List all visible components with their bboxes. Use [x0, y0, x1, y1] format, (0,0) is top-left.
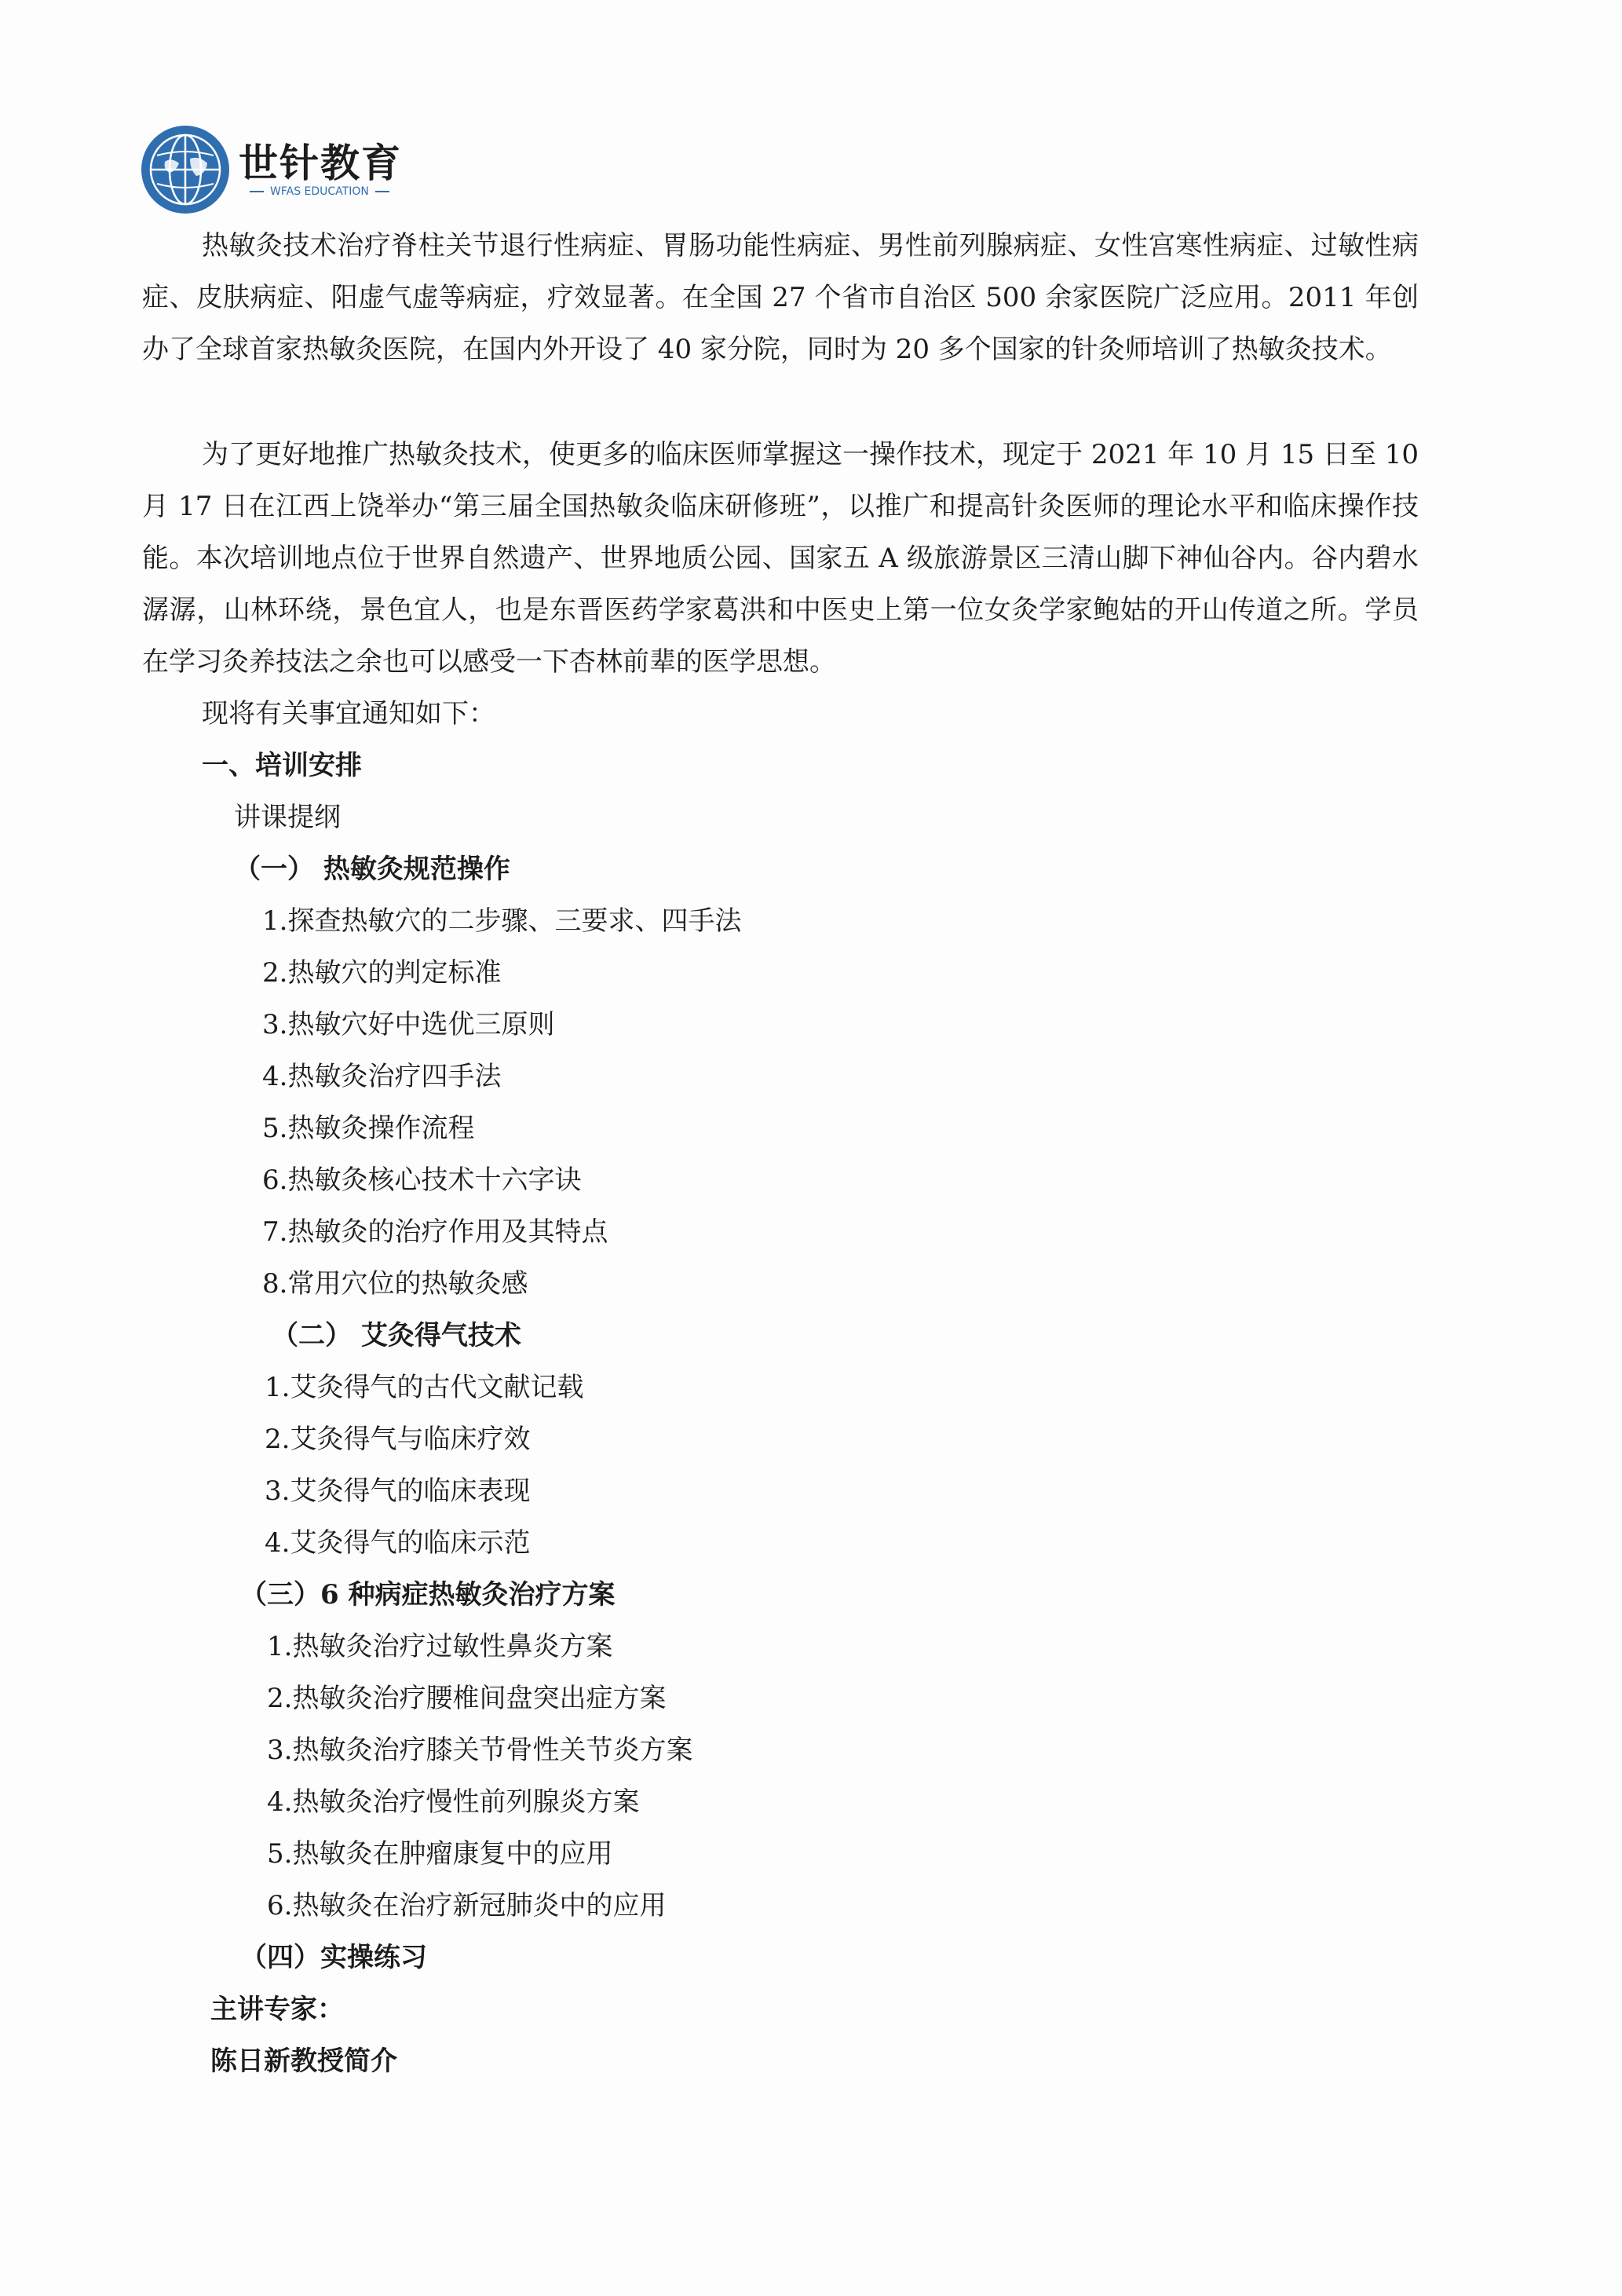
globe-icon	[140, 124, 231, 215]
logo-rule-left	[250, 191, 264, 192]
lecturer-intro-heading: 陈日新教授简介	[210, 2046, 397, 2077]
notice-paragraph: 为了更好地推广热敏灸技术，使更多的临床医师掌握这一操作技术，现定于 2021 年 10 月 15 日至 10 月 17 日在江西上饶举办“第三届全国热敏灸临床研修班”，以推广和提高针灸医师的理论水平和临床操作技能。本次培训地点位于世界自然遗产、世界地质公园、国家五 A 级旅游景区三清山脚下神仙谷内。谷内碧水潺潺，山林环绕，景色宜人，也是东晋医药学家葛洪和中医史上第一位女灸学家鲍姑的开山传道之所。学员在学习灸养技法之余也可以感受一下杏林前辈的医学思想。	[142, 439, 1419, 678]
logo-chinese-name: 世针教育	[239, 141, 402, 186]
part1-item: 6.热敏灸核心技术十六字诀	[262, 1164, 582, 1196]
intro-paragraph: 热敏灸技术治疗脊柱关节退行性病症、胃肠功能性病症、男性前列腺病症、女性宫寒性病症、过敏性病症、皮肤病症、阳虚气虚等病症，疗效显著。在全国 27 个省市自治区 500 余家医院广泛应用。2011 年创办了全球首家热敏灸医院，在国内外开设了 40 家分院，同时为 20 多个国家的针灸师培训了热敏灸技术。	[142, 230, 1419, 365]
part3-item: 3.热敏灸治疗膝关节骨性关节炎方案	[267, 1735, 693, 1766]
wfas-education-logo	[140, 119, 469, 221]
part1-item: 8.常用穴位的热敏灸感	[262, 1268, 528, 1300]
part1-item: 5.热敏灸操作流程	[262, 1113, 475, 1144]
part2-heading: （二） 艾灸得气技术	[272, 1320, 521, 1351]
logo-rule-right	[375, 191, 389, 192]
outline-label: 讲课提纲	[234, 802, 341, 833]
notice-lead: 现将有关事宜通知如下：	[202, 698, 495, 729]
part3-heading: （三）6 种病症热敏灸治疗方案	[240, 1579, 616, 1610]
logo-english-text: WFAS EDUCATION	[270, 185, 369, 198]
part1-item: 7.热敏灸的治疗作用及其特点	[262, 1216, 608, 1248]
logo-english-name	[250, 185, 389, 198]
part1-heading: （一） 热敏灸规范操作	[234, 854, 510, 885]
part3-item: 1.热敏灸治疗过敏性鼻炎方案	[267, 1631, 613, 1662]
section1-heading: 一、培训安排	[202, 750, 362, 781]
part1-item: 3.热敏穴好中选优三原则	[262, 1009, 555, 1040]
part3-item: 6.热敏灸在治疗新冠肺炎中的应用	[267, 1890, 667, 1921]
part2-item: 3.艾灸得气的临床表现	[265, 1475, 531, 1507]
lecturer-label: 主讲专家：	[210, 1994, 344, 2025]
part4-heading: （四）实操练习	[240, 1942, 427, 1973]
part3-item: 5.热敏灸在肿瘤康复中的应用	[267, 1838, 613, 1870]
part1-item: 1.探查热敏穴的二步骤、三要求、四手法	[262, 905, 742, 937]
part2-item: 1.艾灸得气的古代文献记载	[265, 1372, 584, 1403]
part2-item: 2.艾灸得气与临床疗效	[265, 1424, 531, 1455]
part1-item: 2.热敏穴的判定标准	[262, 957, 502, 989]
part2-item: 4.艾灸得气的临床示范	[265, 1527, 531, 1559]
part3-item: 2.热敏灸治疗腰椎间盘突出症方案	[267, 1683, 667, 1714]
part3-item: 4.热敏灸治疗慢性前列腺炎方案	[267, 1786, 640, 1818]
part1-item: 4.热敏灸治疗四手法	[262, 1061, 502, 1092]
